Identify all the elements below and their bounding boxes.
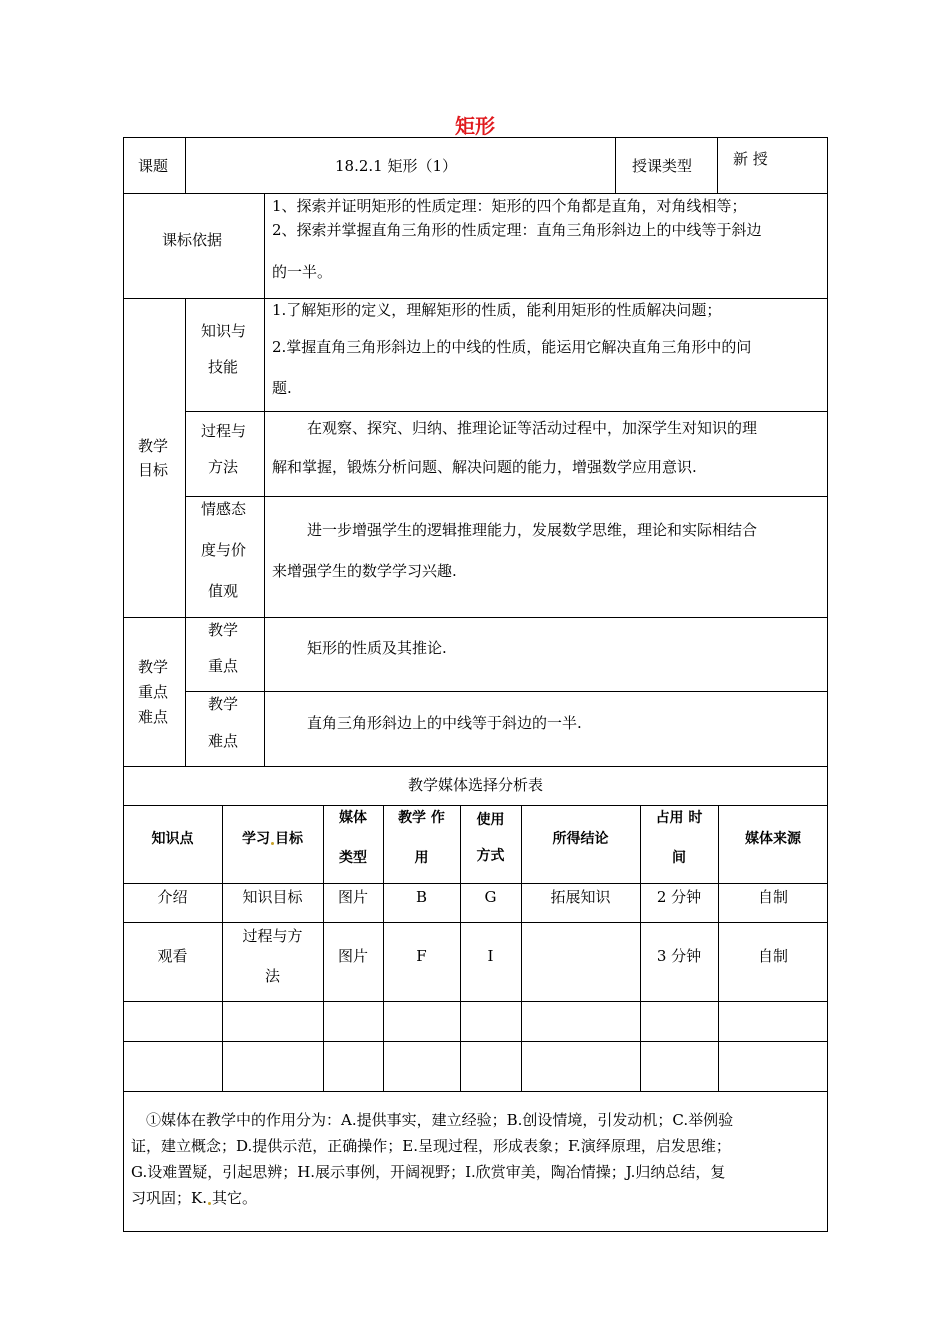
media-table-title: 教学媒体选择分析表 [407,776,543,794]
standard-line: 的一半。 [272,263,333,281]
table-cell: 过程与方 [242,927,303,945]
note-line-part: 习巩固；K. [131,1189,207,1207]
lesson-type-value: 新 授 [733,150,768,168]
page-title: 矩形 [455,114,495,138]
col-header-time: 占用 时 [655,810,703,826]
topic-label: 课题 [138,157,169,175]
difficult-text: 直角三角形斜边上的中线等于斜边的一半. [307,714,582,732]
topic-value: 18.2.1 矩形（1） [335,157,458,175]
divider [615,137,616,193]
table-cell: G [484,888,497,906]
table-cell: 2 分钟 [656,888,702,906]
col-header-conclusion: 所得结论 [552,831,609,847]
process-label: 方法 [208,458,239,476]
knowledge-line: 题. [272,379,292,397]
knowledge-label: 知识与 [201,322,247,340]
process-line: 解和掌握，锻炼分析问题、解决问题的能力，增强数学应用意识. [272,458,697,476]
emotion-line: 进一步增强学生的逻辑推理能力，发展数学思维，理论和实际相结合 [307,521,758,539]
process-line: 在观察、探究、归纳、推理论证等活动过程中，加深学生对知识的理 [307,419,758,437]
col-header-role: 教学 作 [398,810,445,826]
knowledge-line: 1.了解矩形的定义，理解矩形的性质，能利用矩形的性质解决问题； [272,301,722,319]
standard-line: 2、探索并掌握直角三角形的性质定理：直角三角形斜边上的中线等于斜边 [272,221,762,239]
col-header-source: 媒体来源 [745,831,801,847]
table-cell: F [416,947,427,965]
col-header-media-type: 类型 [339,850,367,866]
divider [185,691,828,692]
divider [123,922,828,923]
note-line: G.设难置疑，引起思辨；H.展示事例，开阔视野；I.欣赏审美，陶冶情操；J.归纳总结，复 [131,1163,726,1181]
divider [123,805,828,806]
col-header-knowledge: 知识点 [151,831,194,847]
key-label: 教学 [208,621,239,639]
emotion-label: 情感态 [201,500,247,518]
emotion-line: 来增强学生的数学学习兴趣. [272,562,457,580]
note-line: ①媒体在教学中的作用分为：A.提供事实，建立经验；B.创设情境，引发动机；C.举例验 [146,1111,734,1129]
col-header-usage: 方式 [476,848,505,864]
lesson-type-label: 授课类型 [632,157,693,175]
emotion-label: 值观 [208,582,239,600]
key-label: 重点 [208,657,239,675]
table-cell: 自制 [757,947,788,965]
divider [123,1091,828,1092]
col-header-usage: 使用 [476,812,505,828]
divider [185,411,828,412]
difficult-label: 难点 [208,732,239,750]
divider [264,298,265,766]
key-text: 矩形的性质及其推论. [307,639,447,657]
table-cell: B [415,888,428,906]
objectives-label: 目标 [138,461,169,479]
divider [123,766,828,767]
table-cell: 图片 [337,888,368,906]
mark-dot [271,842,274,845]
process-label: 过程与 [201,422,247,440]
table-cell: 自制 [757,888,788,906]
divider [185,137,186,193]
divider [123,1041,828,1042]
standard-label: 课标依据 [162,231,223,249]
keypoints-label: 重点 [138,683,169,701]
knowledge-label: 技能 [208,358,239,376]
knowledge-line: 2.掌握直角三角形斜边上的中线的性质，能运用它解决直角三角形中的问 [272,338,752,356]
note-line [131,1186,257,1210]
table-cell: 介绍 [157,888,188,906]
divider [185,496,828,497]
col-header-goal-part: 目标 [275,831,303,847]
table-cell: 观看 [157,947,188,965]
difficult-label: 教学 [208,695,239,713]
table-cell: I [487,947,494,965]
divider [123,883,828,884]
table-cell: 知识目标 [242,888,303,906]
col-header-media-type: 媒体 [339,810,367,826]
keypoints-label: 教学 [138,658,169,676]
col-header-goal [222,827,323,851]
col-header-role: 用 [414,850,429,866]
divider [264,193,265,298]
col-header-goal-part: 学习 [242,831,270,847]
table-cell: 3 分钟 [656,947,702,965]
table-cell: 拓展知识 [550,888,611,906]
col-header-time: 间 [672,850,686,866]
table-cell: 图片 [337,947,368,965]
divider [185,298,186,766]
objectives-label: 教学 [138,437,169,455]
emotion-label: 度与价 [201,541,247,559]
divider [717,137,718,193]
divider [123,1001,828,1002]
mark-dot [208,1202,211,1205]
note-line-part: 其它。 [211,1189,257,1207]
table-cell: 法 [264,967,280,985]
note-line: 证，建立概念；D.提供示范，正确操作；E.呈现过程，形成表象；F.演绎原理，启发思维； [131,1137,731,1155]
keypoints-label: 难点 [138,708,169,726]
standard-line: 1、探索并证明矩形的性质定理：矩形的四个角都是直角，对角线相等； [272,197,747,215]
